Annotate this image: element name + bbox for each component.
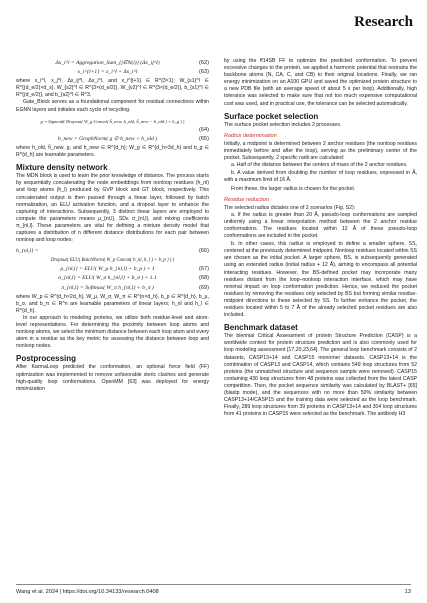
equation-62: Δx_i^l = Aggregation_Sum_{j∈N(i)} (Δx_ij^l) (62): [55, 60, 209, 66]
ff-paragraph: by using the ff14SB FF to optimize the predicted conformation. To prevent excessive changes to the protein, we applied a harmonic potential that restrains the backbone atoms (N, CA, C, and CB) to their original locations. Finally, we ran energy minimization on an A100 GPU and saved the optimized protein structure to a new PDB file (with an average speed of about 5 s per loop). Additionally, high tolerance was selected to make sure that not too much expensive computational cost was used, and in practical use, the tolerance can be selected automatically.: [224, 58, 417, 107]
section-heading-benchmark: Benchmark dataset: [224, 323, 298, 333]
equation-69: π_{nl,l} = Softmax( W_π h_{nl,l} + b_π ) (69): [61, 284, 209, 291]
page-footer: [16, 589, 411, 595]
journal-section-title: Research: [354, 14, 413, 30]
equation-64-number: (64): [199, 126, 209, 133]
radius-item-a: a. Half of the distance between the centers of mass of the 2 anchor residues.: [231, 162, 408, 169]
equation-68: σ_{nl,l} = ELU( W_σ h_{nl,l} + b_σ ) + 1.1 (68): [58, 275, 209, 282]
reduction-item-b: b. In other cases, this radius is employed to define a smaller sphere, SS, centered at the previously determined midpoint. Nonloop residues located within SS are chosen as the initial pocket. A larger sphere, BS, is subsequently generated using an extended radius (initial radius + 12 Å), aiming to encompass all potential interacting residues. However, the BS-defined pocket may incorporate many residues distant from the loop–nonloop interaction interface, which may have minimal impact on loop conformation prediction. Hence, we reduced the pocket residues by removing the residues only selected by BS but forming similar residue-midpoint directions to these selected by SS. To further enhance the pocket, the residues located within 5 to 7 Å of the already selected pocket residues are also included.: [224, 241, 417, 319]
radius-paragraph: Initially, a midpoint is determined between 2 anchor residues (the nonloop residues immediately before and after the loop), serving as the preliminary center of the pocket. Subsequently, 2 specific radii are calculated:: [224, 140, 417, 162]
equation-67: μ_{nl,l} = ELU( W_μ h_{nl,l} + b_μ ) + 1 (67): [60, 266, 209, 273]
right-column: [224, 58, 417, 418]
radius-item-b: b. A value derived from doubling the number of loop residues, expressed in Å, with a maximum limit of 16 Å.: [224, 170, 417, 184]
subheading-radius-determination: Radius determination: [224, 132, 277, 139]
left-column: [16, 58, 209, 393]
subheading-residue-reduction: Residue reduction: [224, 196, 270, 203]
benchmark-paragraph: The biennial Critical Assessment of protein Structure Prediction (CASP) is a worldwide contest for protein structure prediction and is also commonly used for loop modeling assessment [17,20,23,64]. The general loop benchmark consists of 2 datasets, CASP13+14 and CASP15 monomer datasets. CASP13+14 is the combination of CASP13 and CASP14, which contains 549 loop structures from 52 proteins (the unmatched structure and sequence sample were removed). CASP15 containing 430 loop structures from 48 proteins was collected from the latest CASP competition. Then, the pocket sequence similarity was calculated by BLAST+ [65] (blastp mode), and the sequences with no more than 50% similarity between CASP13+14/CASP15 and the training data were selected as the loop benchmark. Finally, 289 loop structures from 39 proteins in CASP13+14 and 304 loop structures from 41 proteins in CASP15 were selected as the benchmark. The antibody H3: [224, 333, 417, 418]
where-paragraph-2: where h_old, ĥ_new, g, and h_new ∈ R^{d_h}; W_g ∈ R^{d_h×3d_h} and b_g ∈ R^{d_h} are learnable parameters.: [16, 144, 209, 159]
mdn-paragraph-2: In our approach to modeling proteins, we utilize both residue-level and atom-level representations. For determining the proximity between loop atoms and nonloop atoms, we select the minimum distance between each loop atom and every atom in a residue as the key metric for assessing the distance between loop and nonloop nodes.: [16, 314, 209, 350]
equation-64: g = Sigmoid( Dropout( W_g Concat( ĥ_new, h_old, ĥ_new − h_old ) + b_g ) ): [40, 118, 185, 124]
postprocessing-paragraph: After KarmaLoop predicted the conformation, an optional force field (FF) optimization was implemented to remove unfavorable steric clashes and generate high-quality loop conformations. OpenMM [63] was deployed for energy minimization: [16, 364, 209, 392]
section-heading-postprocessing: Postprocessing: [16, 354, 77, 364]
reduction-paragraph: The selected radius dictates one of 2 scenarios (Fig. S2):: [224, 204, 356, 211]
gate-block-paragraph: Gate_Block serves as a foundational component for residual connections within EGNN layers and initiates each cycle of recycling.: [16, 99, 209, 113]
equation-66: h_{nl,l} = (66): [16, 248, 209, 255]
section-heading-mdn: Mixture density network: [16, 163, 108, 173]
surface-pocket-paragraph: The surface pocket selection includes 2 processes.: [224, 121, 342, 128]
footer-citation[interactable]: Wang et al. 2024 | https://doi.org/10.34133/research.0408: [16, 589, 159, 595]
equation-66-body: Dropout( ELU( BatchNorm( W_p Concat( h_nl, h_l ) + b_p ) ) ): [50, 258, 175, 264]
footer-rule: [16, 584, 411, 585]
page-number: 13: [404, 589, 411, 595]
equation-63: x_i^{l+1} = x_i^l + Δx_i^l (63): [77, 69, 209, 76]
equation-65: h_new = GraphNorm( g ⊙ ĥ_new + h_old ) (65): [57, 135, 209, 142]
reduction-item-a: a. If the radius is greater than 20 Å, pseudo-loop conformations are sampled uniformly using a linear interpolation method between the 2 anchor residue conformations. The residues located within 12 Å of these pseudo-loop conformations are included in the pocket.: [224, 211, 417, 240]
where-paragraph-1: where x_i^l, x_j^l, Δx_ij^l, Δx_i^l, and x_i^{l+1} ∈ R^{3×1}; W_{s1}^l ∈ R^{(d_e/2)×d_s}, W_{s2}^l ∈ R^{3×(d_e/2)}, W_{v2}^l ∈ R^{3×(d_e/2)}, b_{s1}^l ∈ R^{(d_e/2)}, and b_{s2}^l ∈ R^3.: [16, 78, 209, 99]
mdn-paragraph-1: The MDN block is used to learn the prior knowledge of distance. The process starts by sequentially concatenating the node embeddings from nonloop residues (h_nl) and loop atoms (h_l) produced by GVP block and GT block, respectively. This concatenated output is then passed through a linear layer, followed by batch normalization, an ELU activation function, and a dropout layer to enhance the capturing of interactions. Subsequently, 3 distinct linear layers are employed to compute the parameters means μ_{nl,l}, SDs σ_{nl,l}, and mixing coefficients π_{nl,l}. These parameters are vital for defining a mixture density model that captures a distribution of n different distance distributions for each pair between nonloop and loop nodes:: [16, 173, 209, 244]
section-heading-surface-pocket: Surface pocket selection: [224, 111, 319, 121]
where-paragraph-3: where W_p ∈ R^{d_h×2d_h}, W_μ, W_σ, W_π ∈ R^{n×d_h}, b_p ∈ R^{d_h}, b_μ, b_σ, and b_π ∈ R^n are learnable parameters of linear layers; h_nl and h_l ∈ R^{d_h}.: [16, 293, 209, 314]
radius-conclusion: From these, the larger radius is chosen for the pocket.: [231, 185, 356, 192]
